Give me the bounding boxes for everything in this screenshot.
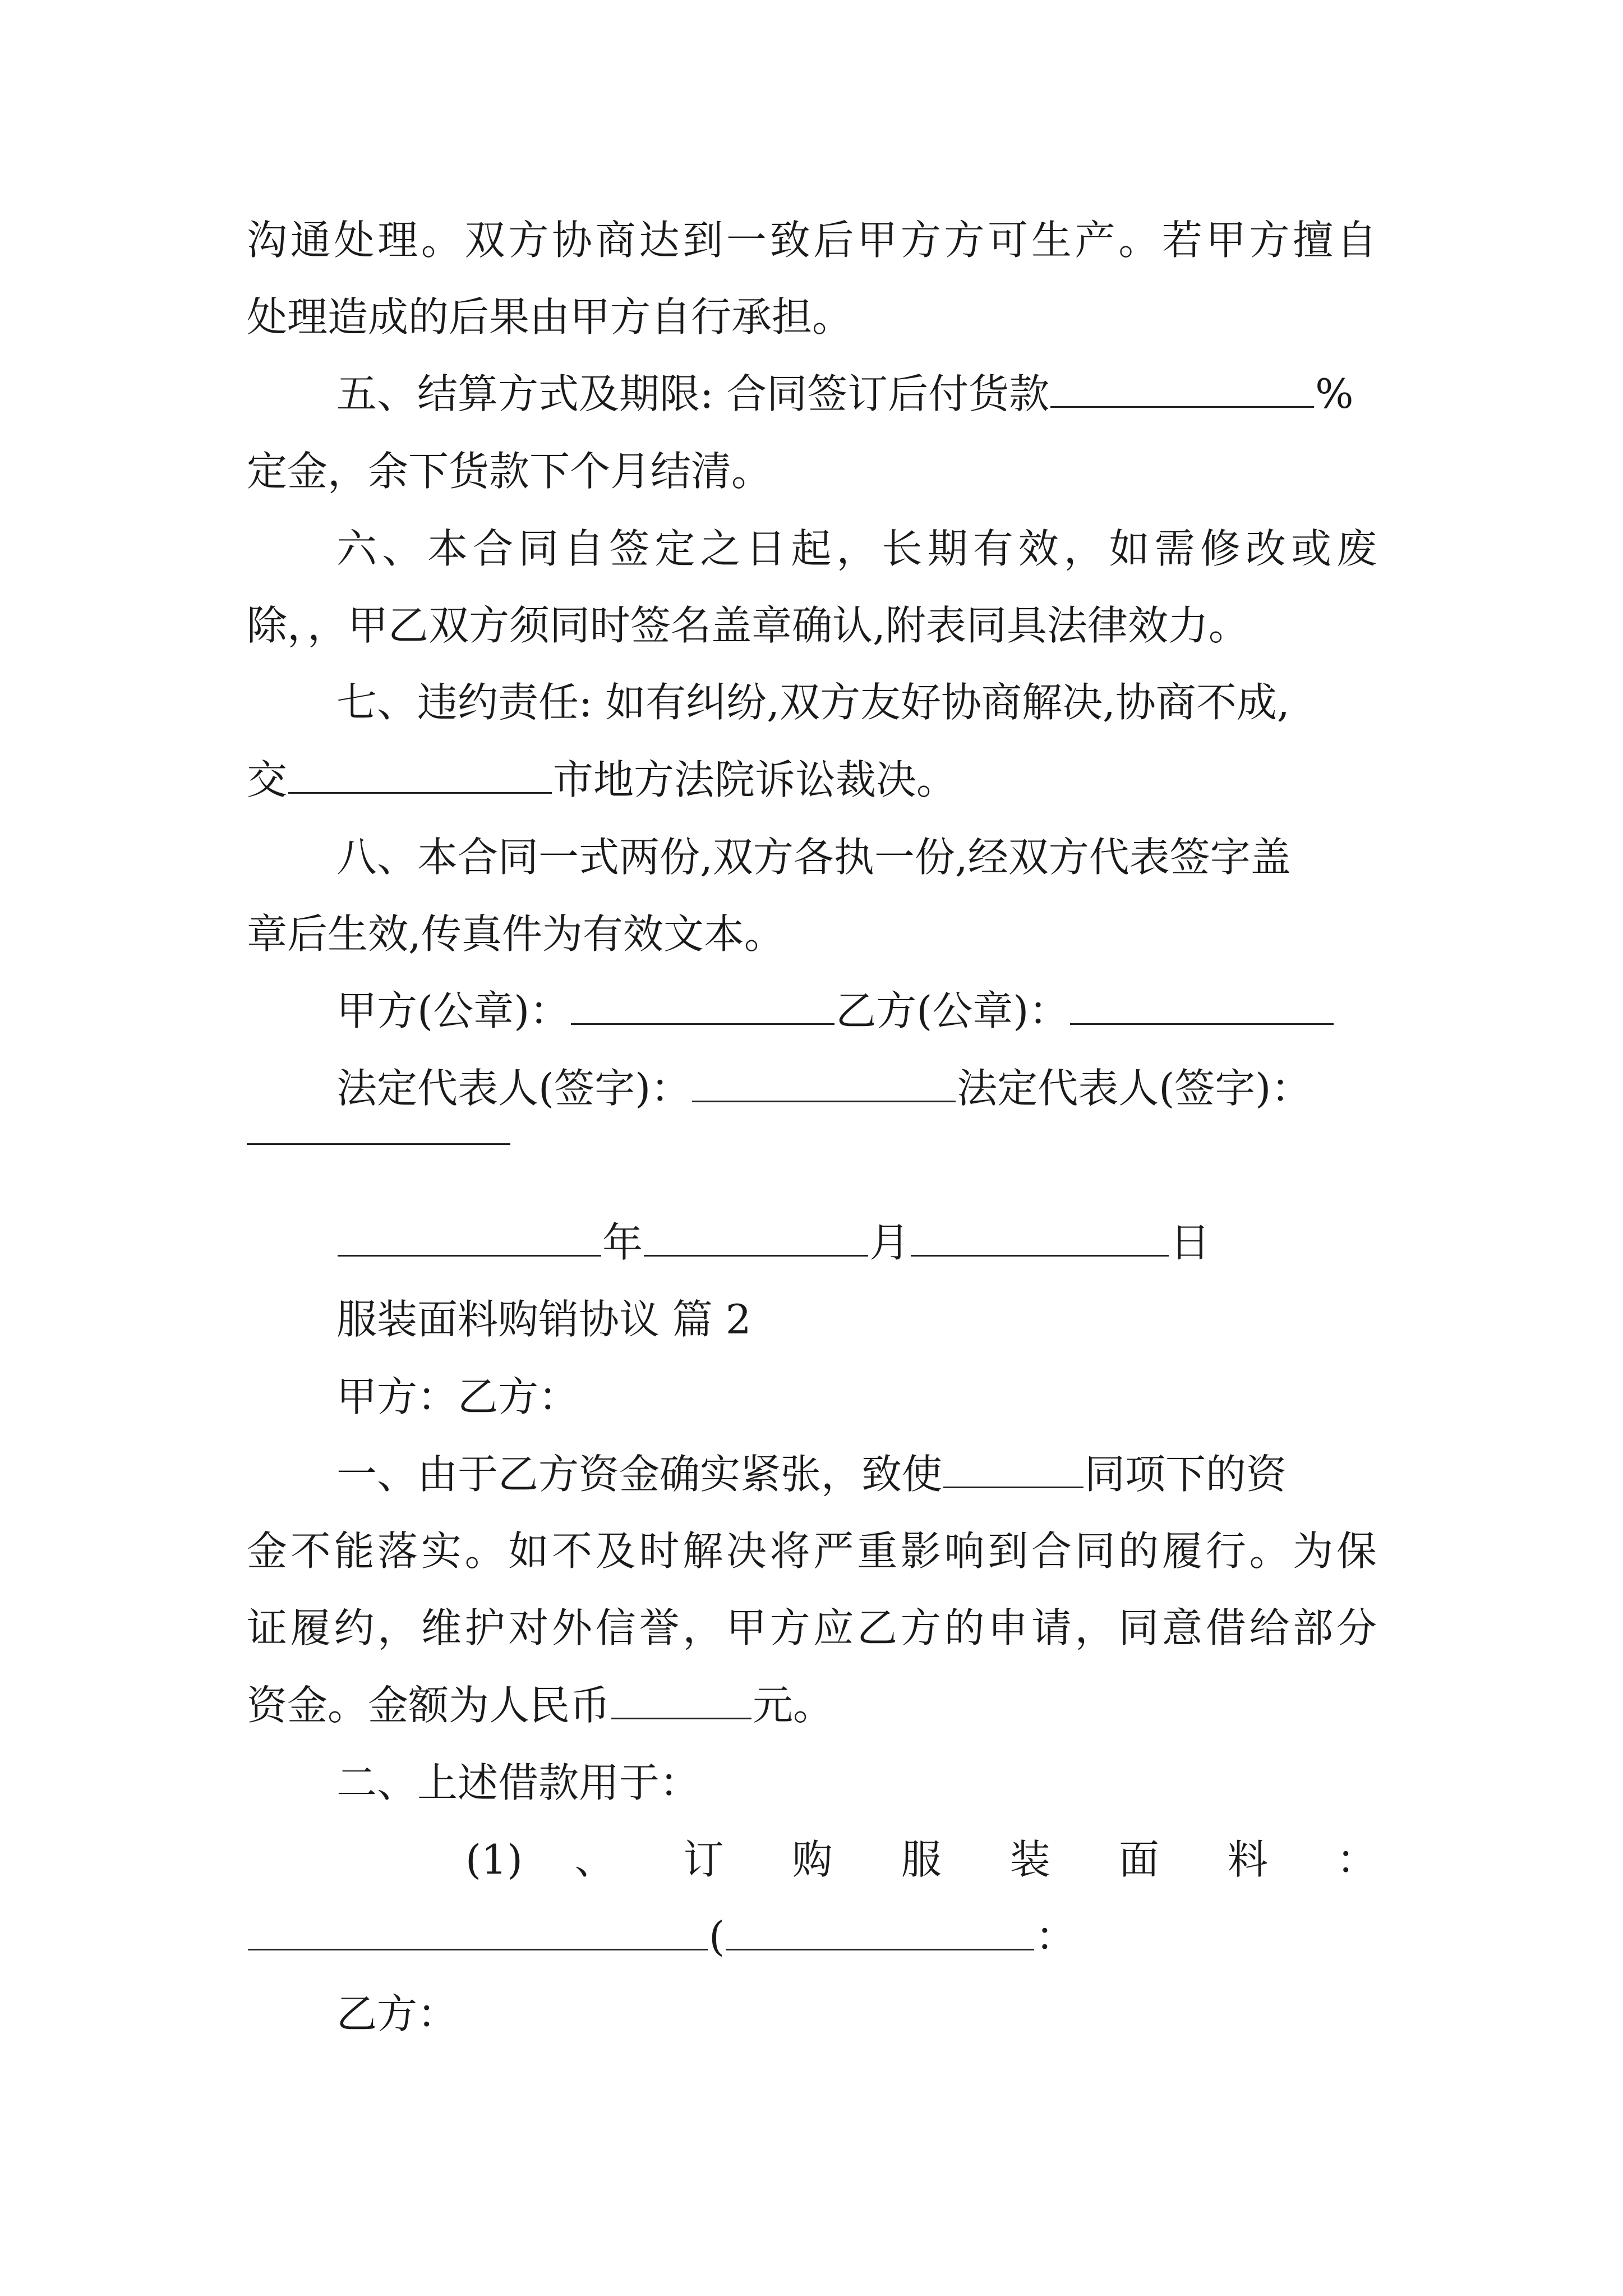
text: 甲方：乙方：	[336, 1373, 579, 1420]
text: (	[709, 1913, 725, 1960]
blank-line	[943, 1452, 1083, 1488]
text: 乙方(公章)：	[836, 987, 1069, 1034]
text: 交	[247, 756, 288, 803]
text: 服装面料购销协议 篇 2	[336, 1296, 751, 1343]
text: (1) 、 订 购 服 装 面 料 ：	[465, 1836, 1377, 1883]
blank-line	[644, 1220, 868, 1257]
clause-2-line	[336, 1760, 700, 1805]
clause-6-line	[336, 526, 1377, 571]
blank-line	[288, 757, 552, 794]
text: 七、违约责任: 如有纠纷,双方友好协商解决,协商不成,	[336, 679, 1290, 726]
text: 甲方(公章)：	[336, 987, 570, 1034]
text: 市地方法院诉讼裁决。	[553, 756, 957, 803]
text: 六、本合同自签定之日起，长期有效，如需修改或废	[336, 525, 1377, 572]
text: 年	[602, 1219, 643, 1266]
date-line	[336, 1220, 1210, 1265]
blank-line	[1070, 988, 1334, 1025]
item-1-blanks	[247, 1914, 1076, 1959]
text: 章后生效,传真件为有效文本。	[247, 910, 785, 958]
clause-5-line	[336, 371, 1354, 416]
blank-line	[338, 1220, 601, 1257]
paragraph-line	[247, 218, 1377, 263]
party-b-line	[336, 1991, 458, 2036]
blank-line	[911, 1220, 1169, 1257]
text: %	[1315, 370, 1354, 417]
clause-1-line	[336, 1452, 1287, 1497]
clause-8-line	[336, 835, 1291, 880]
blank-line	[247, 1143, 510, 1145]
text: 沟通处理。双方协商达到一致后甲方方可生产。若甲方擅自	[247, 217, 1377, 264]
text: 一、由于乙方资金确实紧张，致使	[336, 1451, 943, 1498]
paragraph-line	[247, 449, 772, 494]
paragraph-line	[247, 295, 852, 339]
text: 处理造成的后果由甲方自行承担。	[247, 293, 853, 341]
text: 证履约，维护对外信誉，甲方应乙方的申请，同意借给部分	[247, 1604, 1377, 1651]
blank-line	[248, 1914, 708, 1950]
text: 元。	[753, 1682, 834, 1729]
blank-line	[611, 1683, 751, 1719]
blank-line	[1050, 371, 1314, 408]
text: 资金。金额为人民币	[247, 1682, 611, 1729]
text: 定金，余下货款下个月结清。	[247, 448, 772, 495]
paragraph-line	[247, 603, 1249, 648]
text: 乙方：	[336, 1990, 458, 2037]
text: 同项下的资	[1085, 1451, 1287, 1498]
text: ：	[1035, 1913, 1076, 1960]
paragraph-line	[247, 757, 957, 802]
text: 法定代表人(签字)：	[957, 1065, 1312, 1112]
clause-7-line	[336, 680, 1290, 725]
blank-line	[726, 1914, 1034, 1950]
text: 金不能落实。如不及时解决将严重影响到合同的履行。为保	[247, 1527, 1377, 1575]
text: 五、结算方式及期限: 合同签订后付货款	[336, 370, 1050, 417]
signature-line	[336, 1066, 1311, 1111]
blank-line	[692, 1066, 956, 1102]
text: 月	[869, 1219, 910, 1266]
paragraph-line	[247, 912, 785, 956]
text: 除，，甲乙双方须同时签名盖章确认,附表同具法律效力。	[247, 602, 1249, 649]
seal-line	[336, 988, 1335, 1033]
text: 二、上述借款用于：	[336, 1759, 700, 1806]
text: 日	[1170, 1219, 1211, 1266]
text: 法定代表人(签字)：	[336, 1065, 691, 1112]
text: 八、本合同一式两份,双方各执一份,经双方代表签字盖	[336, 834, 1291, 881]
section-title	[336, 1297, 751, 1342]
paragraph-line	[247, 1529, 1377, 1573]
parties-line	[336, 1374, 579, 1419]
paragraph-line	[247, 1605, 1377, 1650]
paragraph-line	[247, 1683, 833, 1728]
item-1-line	[465, 1837, 1377, 1882]
blank-line	[571, 988, 834, 1025]
